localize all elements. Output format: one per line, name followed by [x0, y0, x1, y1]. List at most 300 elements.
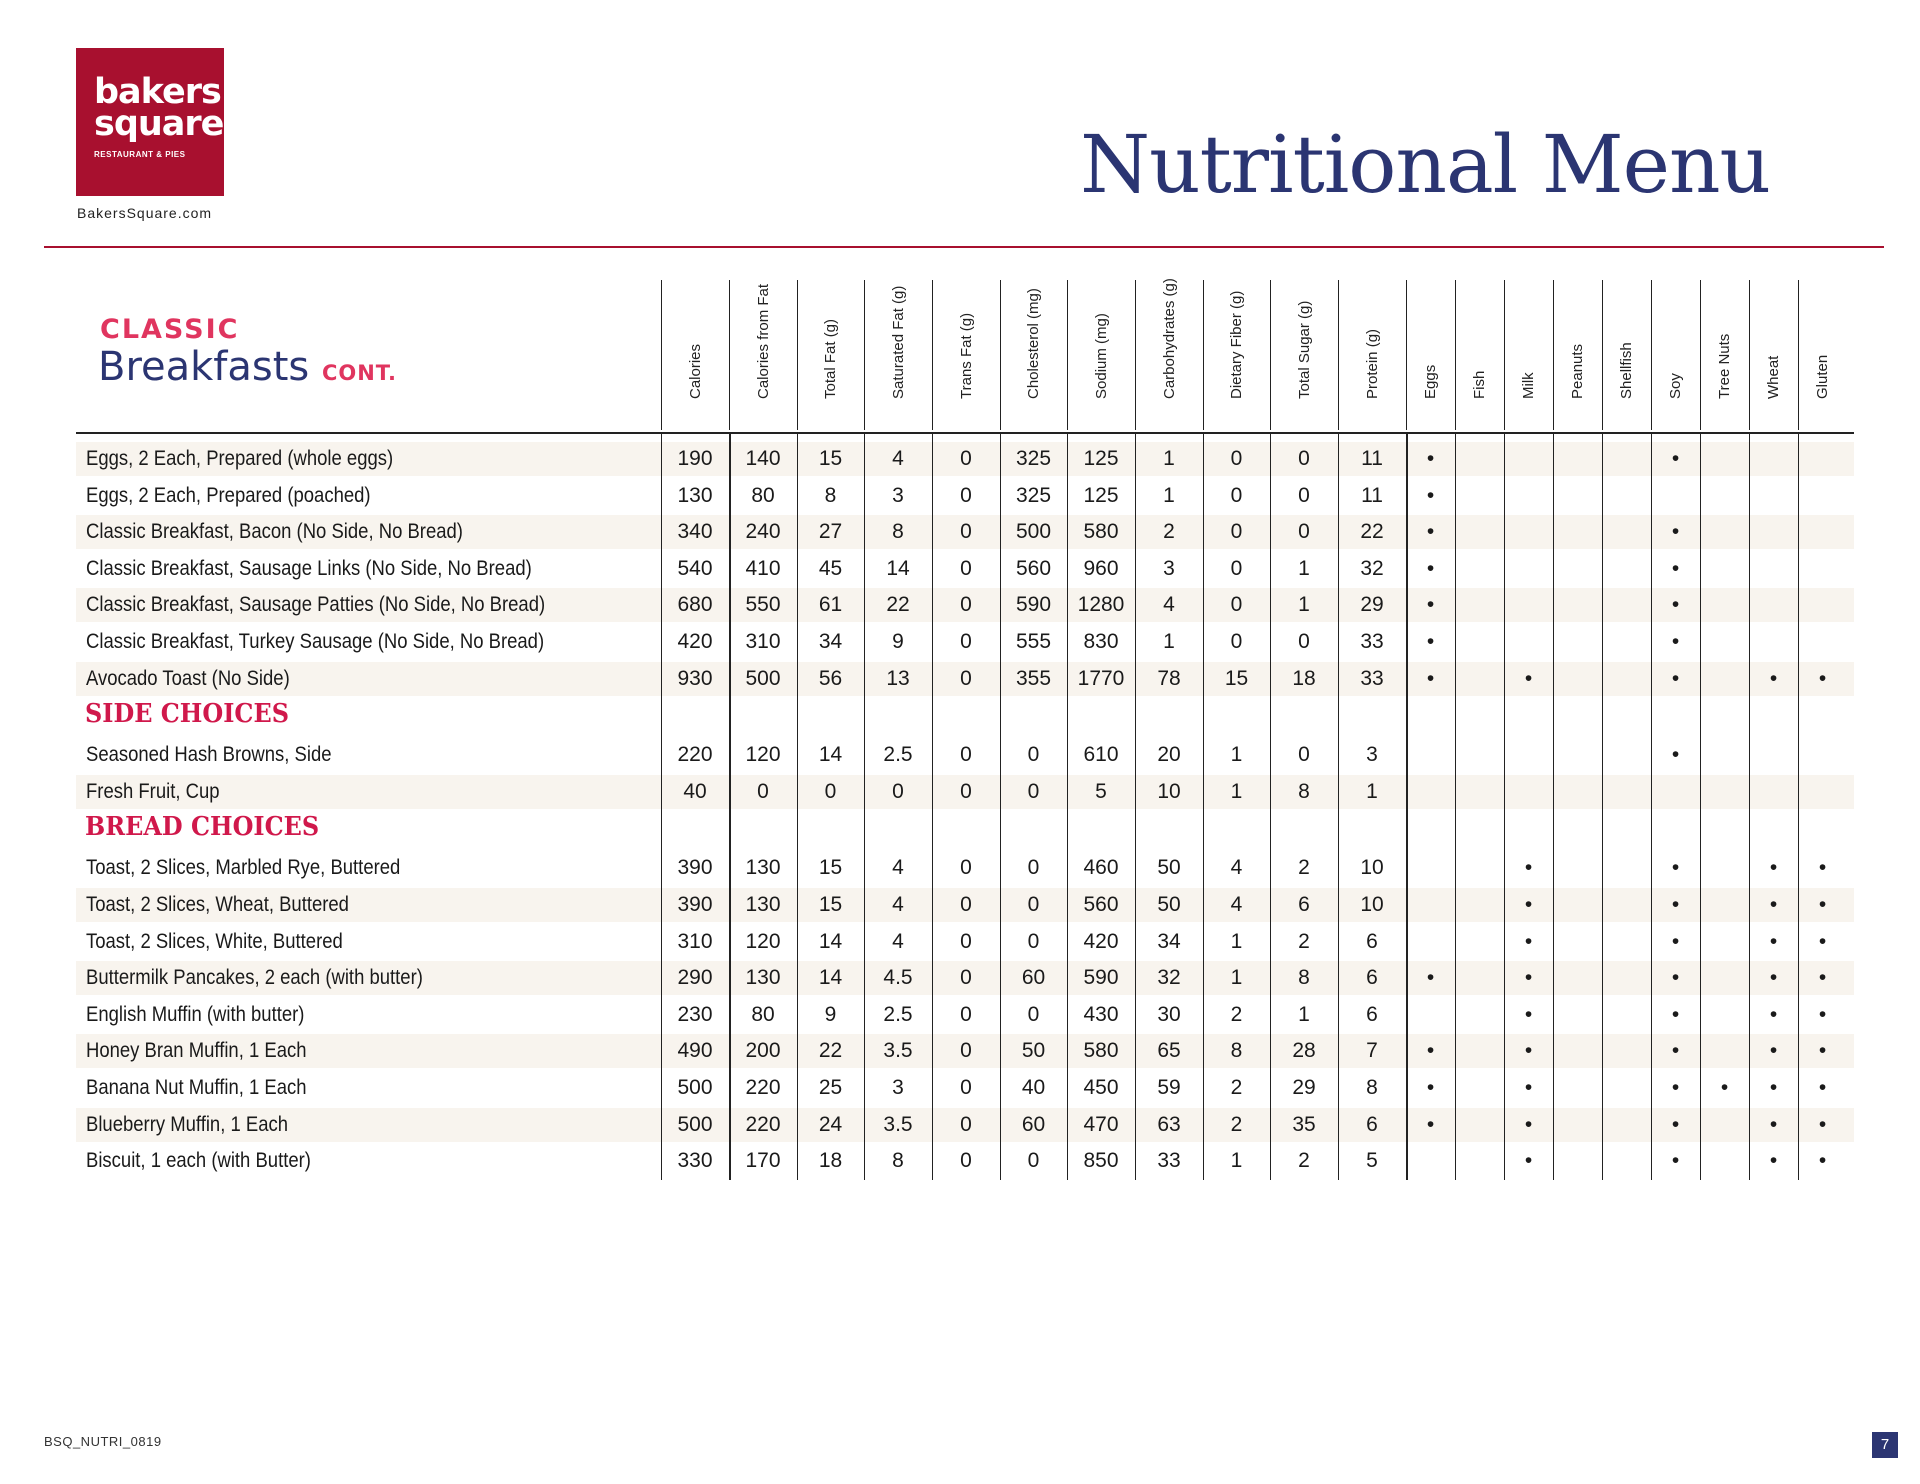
- allergen-mark: •: [1818, 1039, 1827, 1063]
- value-cell: 555: [1015, 630, 1052, 653]
- logo-line2: [94, 104, 232, 144]
- allergen-mark: •: [1524, 893, 1533, 916]
- allergen-mark: •: [1671, 556, 1680, 580]
- column-header-label: Peanuts: [1569, 343, 1586, 399]
- allergen-mark: •: [1671, 1002, 1680, 1026]
- value-cell: 4: [1230, 893, 1243, 916]
- value-cell: 34: [818, 630, 843, 653]
- table-row: [76, 441, 1854, 477]
- value-cell: 1: [1366, 779, 1378, 803]
- value-cell: 0: [960, 1002, 972, 1026]
- value-cell: 580: [1083, 1039, 1119, 1063]
- column-header-label: Tree Nuts: [1716, 333, 1733, 399]
- value-cell: 11: [1361, 447, 1383, 470]
- allergen-mark: •: [1769, 929, 1778, 953]
- value-cell: 8: [1230, 1039, 1243, 1063]
- allergen-mark: •: [1524, 929, 1533, 953]
- value-cell: 460: [1083, 856, 1119, 880]
- table-row: [76, 850, 1854, 886]
- value-cell: 0: [960, 743, 972, 767]
- column-header: [1338, 280, 1406, 430]
- value-cell: 170: [745, 1149, 781, 1173]
- allergen-mark: •: [1524, 1076, 1533, 1099]
- value-cell: 34: [1157, 929, 1181, 953]
- value-cell: 0: [960, 556, 972, 580]
- table-row: [76, 514, 1854, 550]
- value-cell: 500: [745, 666, 781, 690]
- value-cell: 6: [1366, 1002, 1378, 1026]
- value-cell: 15: [818, 856, 843, 880]
- value-cell: 4: [892, 893, 904, 916]
- value-cell: 220: [677, 743, 713, 767]
- allergen-mark: •: [1671, 1076, 1680, 1099]
- value-cell: 18: [1292, 666, 1316, 690]
- value-cell: 240: [745, 520, 781, 544]
- value-cell: 0: [892, 779, 904, 803]
- value-cell: 1: [1230, 779, 1243, 803]
- value-cell: 30: [1157, 1002, 1181, 1026]
- value-cell: 830: [1083, 630, 1119, 653]
- value-cell: 590: [1083, 966, 1119, 990]
- table-row: [76, 1143, 1854, 1179]
- allergen-mark: •: [1671, 630, 1680, 653]
- value-cell: 4: [892, 929, 904, 953]
- value-cell: 500: [677, 1112, 713, 1136]
- column-header-label: Calories: [686, 343, 704, 399]
- value-cell: 4: [1163, 593, 1175, 617]
- value-cell: 33: [1360, 666, 1384, 690]
- column-header-label: Cholesterol (mg): [1025, 288, 1042, 399]
- value-cell: 5: [1095, 779, 1107, 803]
- column-header: [1504, 280, 1553, 430]
- value-cell: 0: [1298, 483, 1310, 507]
- column-header: [1406, 280, 1455, 430]
- allergen-mark: •: [1524, 856, 1533, 880]
- column-header: [932, 280, 1000, 430]
- value-cell: 1: [1298, 556, 1310, 580]
- value-cell: 220: [745, 1076, 781, 1099]
- column-header: [661, 280, 729, 430]
- value-cell: 1: [1163, 483, 1175, 507]
- item-name: Biscuit, 1 each (with Butter): [86, 1149, 311, 1173]
- value-cell: 6: [1366, 1112, 1378, 1136]
- value-cell: 4: [892, 447, 904, 470]
- value-cell: 0: [1230, 520, 1243, 544]
- value-cell: 120: [745, 743, 781, 767]
- value-cell: 610: [1083, 743, 1119, 767]
- value-cell: 32: [1157, 966, 1181, 990]
- value-cell: 390: [677, 893, 713, 916]
- value-cell: 930: [677, 666, 713, 690]
- column-header-label: Fish: [1471, 370, 1488, 399]
- value-cell: 15: [1224, 666, 1249, 690]
- value-cell: 0: [1298, 630, 1310, 653]
- value-cell: 0: [1230, 593, 1243, 617]
- value-cell: 4: [1230, 856, 1243, 880]
- table-row: [76, 774, 1854, 810]
- value-cell: 540: [677, 556, 713, 580]
- table-row: [76, 960, 1854, 996]
- value-cell: 1: [1163, 630, 1175, 653]
- column-header-label: Total Sugar (g): [1295, 300, 1313, 399]
- column-divider: [1504, 434, 1505, 1180]
- group-heading: SIDE CHOICES: [85, 699, 289, 730]
- value-cell: 9: [824, 1002, 837, 1026]
- value-cell: 0: [960, 520, 972, 544]
- value-cell: 120: [745, 929, 781, 953]
- value-cell: 330: [677, 1149, 713, 1173]
- value-cell: 500: [677, 1076, 713, 1099]
- section-title-main: Breakfasts: [98, 344, 310, 390]
- value-cell: 14: [818, 966, 843, 990]
- column-divider: [1798, 434, 1799, 1180]
- item-name: Honey Bran Muffin, 1 Each: [86, 1039, 307, 1063]
- allergen-mark: •: [1671, 929, 1680, 953]
- value-cell: 2: [1298, 929, 1310, 953]
- value-cell: 13: [886, 666, 910, 690]
- item-name: Classic Breakfast, Sausage Patties (No Side, No Bread): [86, 593, 546, 617]
- allergen-mark: •: [1426, 520, 1435, 544]
- column-header: [1602, 280, 1651, 430]
- value-cell: 65: [1157, 1039, 1181, 1063]
- value-cell: 33: [1360, 630, 1384, 653]
- allergen-mark: •: [1426, 666, 1435, 690]
- item-name: Toast, 2 Slices, Wheat, Buttered: [86, 893, 349, 916]
- value-cell: 25: [818, 1076, 843, 1099]
- value-cell: 1: [1230, 1149, 1243, 1173]
- column-header-label: Sodium (mg): [1092, 313, 1110, 399]
- value-cell: 15: [818, 447, 843, 470]
- table-row: [76, 737, 1854, 773]
- value-cell: 45: [818, 556, 843, 580]
- table-row: [76, 997, 1854, 1033]
- allergen-mark: •: [1524, 666, 1533, 690]
- value-cell: 130: [677, 483, 713, 507]
- column-header: [1270, 280, 1338, 430]
- allergen-mark: •: [1769, 1002, 1778, 1026]
- column-header: [1455, 280, 1504, 430]
- item-name: Toast, 2 Slices, Marbled Rye, Buttered: [86, 856, 401, 880]
- column-divider: [1749, 434, 1750, 1180]
- value-cell: 59: [1157, 1076, 1181, 1099]
- value-cell: 130: [745, 893, 781, 916]
- value-cell: 3: [1163, 556, 1175, 580]
- value-cell: 470: [1083, 1112, 1119, 1136]
- value-cell: 200: [745, 1039, 781, 1063]
- allergen-mark: •: [1818, 856, 1827, 880]
- column-header: [797, 280, 864, 430]
- value-cell: 0: [1027, 779, 1040, 803]
- column-header: [1000, 280, 1067, 430]
- value-cell: 8: [892, 1149, 904, 1173]
- value-cell: 11: [1361, 483, 1383, 507]
- value-cell: 130: [745, 966, 781, 990]
- item-name: Toast, 2 Slices, White, Buttered: [86, 929, 343, 953]
- value-cell: 680: [677, 593, 713, 617]
- value-cell: 0: [960, 447, 972, 470]
- value-cell: 24: [818, 1112, 843, 1136]
- value-cell: 0: [1027, 893, 1040, 916]
- value-cell: 10: [1360, 856, 1384, 880]
- value-cell: 325: [1015, 447, 1052, 470]
- column-header-label: Protein (g): [1363, 328, 1381, 399]
- section-title-cont: CONT.: [321, 361, 397, 385]
- allergen-mark: •: [1426, 630, 1435, 653]
- column-header-label: Soy: [1667, 373, 1684, 399]
- value-cell: 3: [1366, 743, 1378, 767]
- value-cell: 1: [1230, 743, 1243, 767]
- value-cell: 20: [1157, 743, 1181, 767]
- table-row: [76, 1107, 1854, 1143]
- column-divider: [1700, 434, 1701, 1180]
- allergen-mark: •: [1426, 483, 1435, 507]
- value-cell: 3: [892, 483, 904, 507]
- value-cell: 18: [818, 1149, 843, 1173]
- value-cell: 80: [751, 1002, 775, 1026]
- website-url: BakersSquare.com: [77, 205, 213, 221]
- value-cell: 56: [818, 666, 843, 690]
- allergen-mark: •: [1769, 893, 1778, 916]
- value-cell: 500: [1015, 520, 1052, 544]
- column-header: [1553, 280, 1602, 430]
- column-header-label: Gluten: [1814, 354, 1831, 399]
- column-header: [1067, 280, 1135, 430]
- allergen-mark: •: [1426, 1039, 1435, 1063]
- value-cell: 0: [824, 779, 837, 803]
- allergen-mark: •: [1671, 743, 1680, 767]
- value-cell: 850: [1083, 1149, 1119, 1173]
- column-header: [1135, 280, 1203, 430]
- value-cell: 2: [1298, 856, 1310, 880]
- column-divider: [1203, 434, 1204, 1180]
- section-title: [98, 344, 397, 390]
- value-cell: 10: [1360, 893, 1384, 916]
- logo-line2-text: square: [94, 104, 224, 144]
- allergen-mark: •: [1426, 447, 1435, 470]
- footer-code: BSQ_NUTRI_0819: [44, 1434, 162, 1449]
- value-cell: 550: [745, 593, 781, 617]
- value-cell: 1280: [1077, 593, 1125, 617]
- allergen-mark: •: [1426, 1076, 1435, 1099]
- column-header: [729, 280, 797, 430]
- item-name: Classic Breakfast, Bacon (No Side, No Bread): [86, 520, 463, 544]
- column-header-label: Saturated Fat (g): [889, 285, 907, 399]
- value-cell: 80: [751, 483, 775, 507]
- allergen-mark: •: [1426, 966, 1435, 990]
- value-cell: 60: [1021, 966, 1046, 990]
- item-name: Classic Breakfast, Turkey Sausage (No Side, No Bread): [86, 630, 545, 653]
- value-cell: 220: [745, 1112, 781, 1136]
- column-header-label: Carbohydrates (g): [1160, 278, 1178, 399]
- allergen-mark: •: [1524, 1039, 1533, 1063]
- column-header-label: Trans Fat (g): [957, 312, 975, 399]
- value-cell: 14: [818, 743, 843, 767]
- value-cell: 0: [1298, 447, 1310, 470]
- page-title: Nutritional Menu: [1080, 118, 1770, 211]
- value-cell: 2: [1230, 1002, 1243, 1026]
- column-header: [1798, 280, 1847, 430]
- value-cell: 6: [1298, 893, 1310, 916]
- allergen-mark: •: [1671, 893, 1680, 916]
- column-header: [1749, 280, 1798, 430]
- value-cell: 0: [960, 856, 972, 880]
- allergen-mark: •: [1818, 1149, 1827, 1173]
- allergen-mark: •: [1818, 1002, 1827, 1026]
- value-cell: 1: [1298, 1002, 1310, 1026]
- value-cell: 2: [1163, 520, 1175, 544]
- column-header-label: Total Fat (g): [822, 318, 839, 399]
- allergen-mark: •: [1769, 966, 1778, 990]
- allergen-mark: •: [1671, 966, 1680, 990]
- value-cell: 490: [677, 1039, 713, 1063]
- value-cell: 1: [1230, 966, 1243, 990]
- value-cell: 0: [960, 666, 972, 690]
- value-cell: 580: [1083, 520, 1119, 544]
- table-row: [76, 661, 1854, 697]
- logo-registered: ®: [223, 119, 232, 129]
- value-cell: 22: [1360, 520, 1384, 544]
- column-divider: [1135, 434, 1136, 1180]
- table-row: [76, 587, 1854, 623]
- allergen-mark: •: [1524, 1002, 1533, 1026]
- value-cell: 14: [886, 556, 910, 580]
- column-divider: [1406, 434, 1408, 1180]
- value-cell: 60: [1021, 1112, 1046, 1136]
- table-row: [76, 478, 1854, 514]
- column-header-label: Milk: [1520, 372, 1537, 399]
- value-cell: 50: [1157, 893, 1181, 916]
- allergen-mark: •: [1769, 1149, 1778, 1173]
- value-cell: 3.5: [883, 1112, 913, 1136]
- column-divider: [932, 434, 933, 1180]
- value-cell: 355: [1015, 666, 1052, 690]
- value-cell: 0: [1027, 1149, 1040, 1173]
- table-row: [76, 887, 1854, 923]
- value-cell: 63: [1157, 1112, 1181, 1136]
- value-cell: 0: [960, 593, 972, 617]
- value-cell: 40: [683, 779, 707, 803]
- column-header: [1700, 280, 1749, 430]
- value-cell: 22: [818, 1039, 843, 1063]
- value-cell: 9: [892, 630, 904, 653]
- group-heading: BREAD CHOICES: [85, 812, 320, 843]
- column-header: [1651, 280, 1700, 430]
- column-divider: [1553, 434, 1554, 1180]
- value-cell: 50: [1021, 1039, 1046, 1063]
- value-cell: 10: [1157, 779, 1181, 803]
- allergen-mark: •: [1818, 666, 1827, 690]
- value-cell: 32: [1360, 556, 1384, 580]
- allergen-mark: •: [1524, 1112, 1533, 1136]
- value-cell: 0: [960, 966, 972, 990]
- value-cell: 0: [1230, 483, 1243, 507]
- value-cell: 0: [1230, 447, 1243, 470]
- value-cell: 190: [677, 447, 713, 470]
- allergen-mark: •: [1818, 966, 1827, 990]
- allergen-mark: •: [1818, 1112, 1827, 1136]
- value-cell: 2.5: [883, 743, 913, 767]
- value-cell: 0: [960, 893, 972, 916]
- item-name: English Muffin (with butter): [86, 1002, 305, 1026]
- value-cell: 410: [745, 556, 781, 580]
- allergen-mark: •: [1818, 1076, 1827, 1099]
- value-cell: 0: [960, 1149, 972, 1173]
- value-cell: 2.5: [883, 1002, 913, 1026]
- value-cell: 5: [1366, 1149, 1378, 1173]
- value-cell: 8: [824, 483, 837, 507]
- allergen-mark: •: [1671, 856, 1680, 880]
- allergen-mark: •: [1818, 929, 1827, 953]
- item-name: Blueberry Muffin, 1 Each: [86, 1112, 289, 1136]
- value-cell: 420: [1083, 929, 1119, 953]
- value-cell: 28: [1292, 1039, 1316, 1063]
- table-row: [76, 551, 1854, 587]
- header-rule: [44, 246, 1884, 248]
- value-cell: 0: [1298, 520, 1310, 544]
- value-cell: 2: [1298, 1149, 1310, 1173]
- value-cell: 22: [886, 593, 910, 617]
- value-cell: 960: [1083, 556, 1119, 580]
- allergen-mark: •: [1524, 1149, 1533, 1173]
- value-cell: 2: [1230, 1112, 1243, 1136]
- value-cell: 0: [757, 779, 769, 803]
- value-cell: 8: [1298, 966, 1310, 990]
- value-cell: 78: [1157, 666, 1181, 690]
- value-cell: 0: [1230, 556, 1243, 580]
- allergen-mark: •: [1671, 1149, 1680, 1173]
- value-cell: 0: [1230, 630, 1243, 653]
- value-cell: 6: [1366, 966, 1378, 990]
- allergen-mark: •: [1524, 966, 1533, 990]
- column-divider: [797, 434, 798, 1180]
- column-header: [1203, 280, 1270, 430]
- table-row: [76, 624, 1854, 660]
- value-cell: 125: [1083, 447, 1119, 470]
- value-cell: 0: [960, 483, 972, 507]
- value-cell: 29: [1292, 1076, 1316, 1099]
- value-cell: 0: [960, 630, 972, 653]
- value-cell: 420: [677, 630, 713, 653]
- allergen-mark: •: [1818, 893, 1827, 916]
- value-cell: 4.5: [883, 966, 913, 990]
- value-cell: 0: [960, 929, 972, 953]
- value-cell: 27: [818, 520, 843, 544]
- value-cell: 50: [1157, 856, 1181, 880]
- logo-line1: bakers: [94, 72, 221, 112]
- value-cell: 290: [677, 966, 713, 990]
- value-cell: 40: [1021, 1076, 1046, 1099]
- column-header-label: Calories from Fat: [754, 283, 772, 399]
- allergen-mark: •: [1671, 593, 1680, 617]
- value-cell: 33: [1157, 1149, 1181, 1173]
- header-divider: [76, 432, 1854, 434]
- column-divider: [1270, 434, 1271, 1180]
- value-cell: 0: [960, 779, 972, 803]
- value-cell: 230: [677, 1002, 713, 1026]
- column-divider: [1602, 434, 1603, 1180]
- item-name: Classic Breakfast, Sausage Links (No Side, No Bread): [86, 556, 532, 580]
- value-cell: 0: [960, 1039, 972, 1063]
- column-header: [864, 280, 932, 430]
- value-cell: 125: [1083, 483, 1119, 507]
- value-cell: 430: [1083, 1002, 1119, 1026]
- allergen-mark: •: [1671, 1039, 1680, 1063]
- value-cell: 590: [1015, 593, 1052, 617]
- value-cell: 0: [1298, 743, 1310, 767]
- value-cell: 0: [1027, 743, 1040, 767]
- column-divider: [1455, 434, 1456, 1180]
- value-cell: 29: [1360, 593, 1384, 617]
